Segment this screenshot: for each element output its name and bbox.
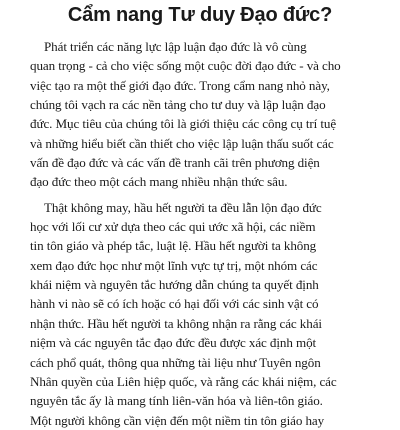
text-line: việc tạo ra một thế giới đạo đức. Trong cẩm nang nhỏ này, [30,77,330,93]
body-text [30,37,396,430]
text-line: chúng tôi vạch ra các nền tảng cho tư duy và lập luận đạo [30,97,326,113]
text-line: Phát triển các năng lực lập luận đạo đức là vô cùng [44,39,307,54]
text-line: đạo đức theo một cách mang nhiều nhận thức sâu. [30,174,288,190]
text-line: nguyên tắc ấy là mang tính liên-văn hóa và liên-tôn giáo. [30,393,323,409]
text-line: niệm và các nguyên tắc đạo đức đều được xác định một [30,335,317,351]
text-line: đức. Mục tiêu của chúng tôi là giới thiệu các công cụ trí tuệ [30,116,337,132]
text-line: Thật không may, hầu hết người ta đều lẫn lộn đạo đức [44,199,322,215]
page-title: Cẩm nang Tư duy Đạo đức? [67,4,333,26]
text-line: xem đạo đức học như một lĩnh vực tự trị, một nhóm các [30,257,318,273]
paragraph-1 [30,37,396,192]
text-line: nhận thức. Hầu hết người ta không nhận ra rằng các khái [30,315,322,331]
text-line: cách phổ quát, thông qua những tài liệu như Tuyên ngôn [30,354,321,370]
text-line: quan trọng - cả cho việc sống một cuộc đời đạo đức - và cho [30,58,341,74]
text-line: hành vi nào sẽ có ích hoặc có hại đối với các sinh vật có [30,296,319,312]
text-line: tin tôn giáo và phép tắc, luật lệ. Hầu hết người ta không [30,238,317,254]
paragraph-2 [30,198,396,430]
text-line: khái niệm và nguyên tắc hướng dẫn chúng ta quyết định [30,277,319,293]
text-line: Một người không cần viện đến một niềm tin tôn giáo hay [30,412,325,428]
text-line: học với lối cư xử dựa theo các qui ước xã hội, các niềm [30,219,316,235]
text-line: và những hiểu biết cần thiết cho việc lập luận thấu suốt các [30,135,334,151]
text-line: vấn đề đạo đức và các vấn đề tranh cãi trên phương diện [30,155,320,171]
text-line: Nhân quyền của Liên hiệp quốc, và rằng các khái niệm, các [30,373,337,389]
